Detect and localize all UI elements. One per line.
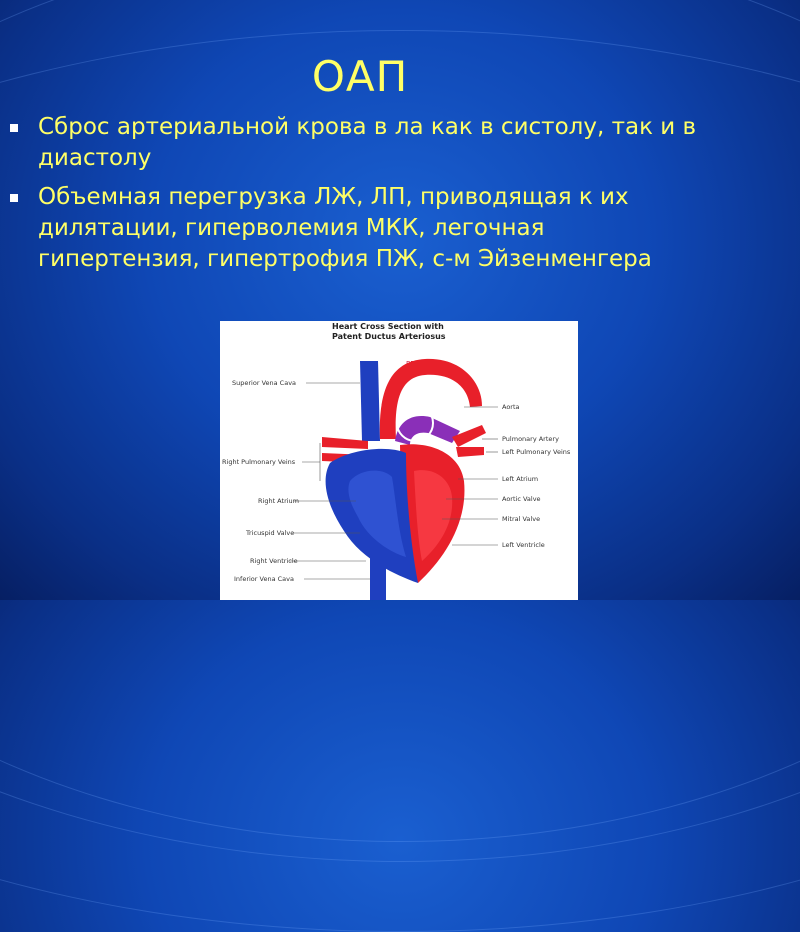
figure-title-line1: Heart Cross Section with xyxy=(332,322,444,331)
bullet-text: Объемная перегрузка ЛЖ, ЛП, приводящая к их дилятации, гиперволемия МКК, легочная гипертензия, гипертрофия ПЖ, с-м Эйзенменгера xyxy=(38,184,652,272)
label-pulmonary-artery: Pulmonary Artery xyxy=(502,435,559,443)
figure-title-line2: Patent Ductus Arteriosus xyxy=(332,332,446,341)
label-mitral-valve: Mitral Valve xyxy=(502,515,541,523)
bullet-item xyxy=(10,182,710,275)
slide-title: ОАП xyxy=(311,52,409,101)
label-left-pulmonary-veins: Left Pulmonary Veins xyxy=(502,448,571,456)
label-right-ventricle: Right Ventricle xyxy=(250,557,298,565)
heart-diagram xyxy=(220,321,578,600)
bullet-square-icon xyxy=(10,124,18,132)
label-inferior-vena-cava: Inferior Vena Cava xyxy=(234,575,294,583)
label-aorta: Aorta xyxy=(502,403,520,411)
heart-illustration xyxy=(322,359,486,600)
label-tricuspid-valve: Tricuspid Valve xyxy=(246,529,295,537)
label-aortic-valve: Aortic Valve xyxy=(502,495,541,503)
bullet-list xyxy=(10,112,710,283)
label-superior-vena-cava: Superior Vena Cava xyxy=(232,379,297,387)
bullet-item xyxy=(10,112,710,174)
label-left-ventricle: Left Ventricle xyxy=(502,541,545,549)
label-left-atrium: Left Atrium xyxy=(502,475,539,483)
bullet-square-icon xyxy=(10,194,18,202)
label-right-atrium: Right Atrium xyxy=(258,497,299,505)
label-right-pulmonary-veins: Right Pulmonary Veins xyxy=(222,458,296,466)
bullet-text: Сброс артериальной крова в ла как в систолу, так и в диастолу xyxy=(38,114,697,171)
